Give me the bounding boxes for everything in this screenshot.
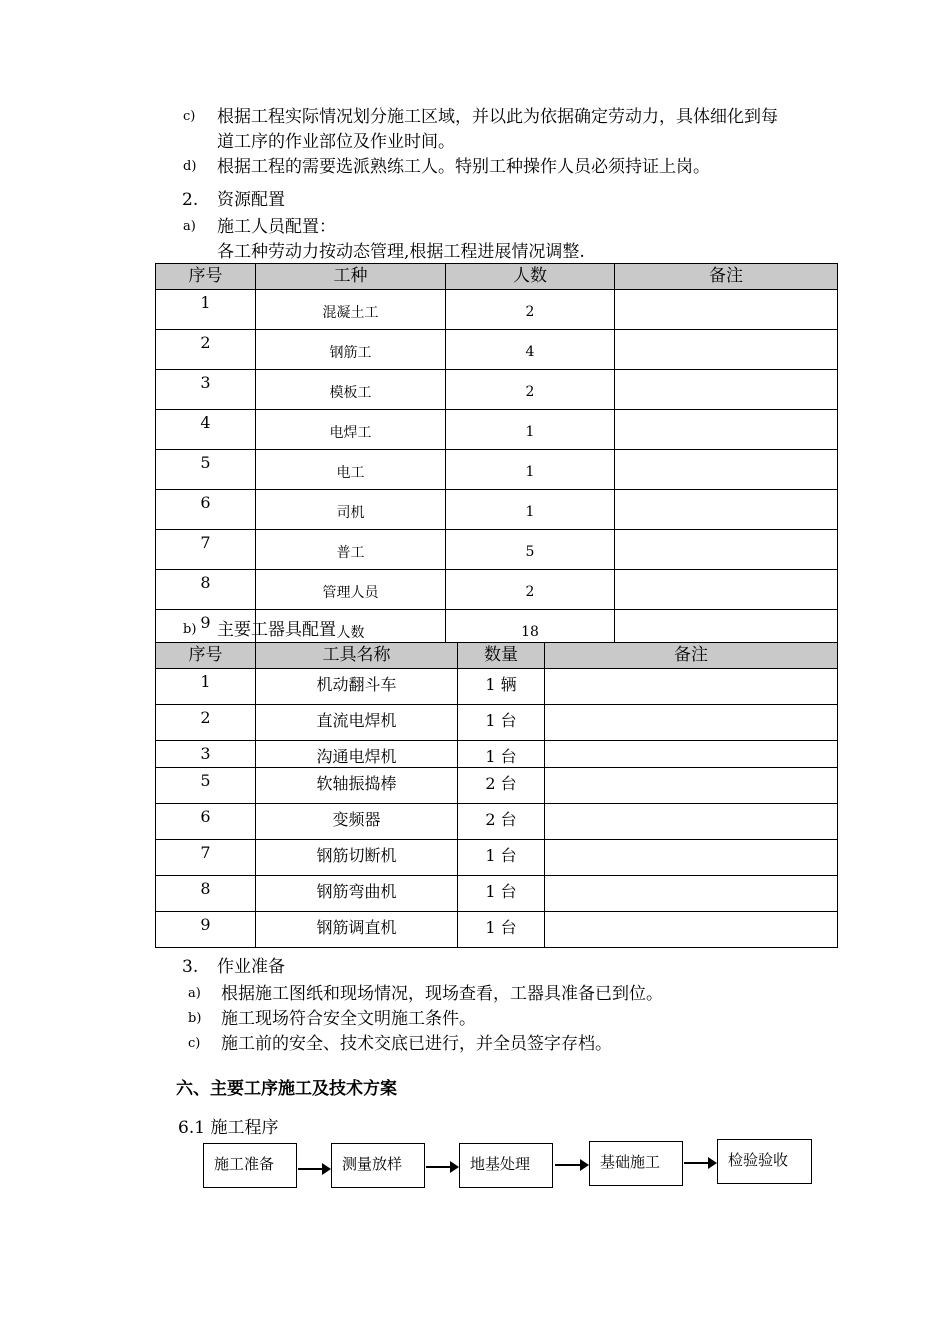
row-number: 8 <box>156 876 256 912</box>
table-row <box>156 741 838 768</box>
paragraph-line: 施工前的安全、技术交底已进行，并全员签字存档。 <box>221 1034 612 1054</box>
tool-quantity: 2 台 <box>458 804 545 840</box>
flow-step-survey: 测量放样 <box>331 1143 425 1188</box>
table-row <box>156 370 838 410</box>
row-number: 8 <box>156 570 256 610</box>
list-marker: a) <box>188 986 201 1001</box>
table-row <box>156 876 838 912</box>
flow-step-foundation-treatment: 地基处理 <box>459 1143 553 1188</box>
labor-type: 混凝土工 <box>256 290 446 330</box>
list-marker: c) <box>188 1036 201 1051</box>
tool-name: 软轴振捣棒 <box>256 768 458 804</box>
labor-type: 电工 <box>256 450 446 490</box>
arrow-right-icon <box>555 1164 587 1166</box>
table-header-row <box>156 264 838 290</box>
tool-note <box>545 705 838 741</box>
column-header: 人数 <box>446 264 615 290</box>
labor-count: 2 <box>446 370 615 410</box>
labor-note <box>615 570 838 610</box>
column-header: 工种 <box>256 264 446 290</box>
labor-note <box>615 330 838 370</box>
paragraph-line: 根据工程实际情况划分施工区域，并以此为依据确定劳动力，具体细化到每 <box>217 107 778 127</box>
tool-note <box>545 840 838 876</box>
tool-quantity: 1 台 <box>458 741 545 768</box>
row-number: 2 <box>156 330 256 370</box>
labor-note <box>615 370 838 410</box>
section-title: 作业准备 <box>217 957 285 977</box>
labor-note <box>615 490 838 530</box>
row-number: 3 <box>156 741 256 768</box>
labor-note <box>615 290 838 330</box>
tools-table <box>155 642 838 948</box>
subsection-title: 施工人员配置： <box>217 217 336 237</box>
row-number: 7 <box>156 840 256 876</box>
arrow-right-icon <box>684 1162 715 1164</box>
table-row <box>156 768 838 804</box>
list-marker: d) <box>183 159 197 174</box>
labor-note <box>615 450 838 490</box>
labor-type: 司机 <box>256 490 446 530</box>
tool-quantity: 2 台 <box>458 768 545 804</box>
labor-type: 普工 <box>256 530 446 570</box>
row-number: 2 <box>156 705 256 741</box>
table-header-row <box>156 643 838 669</box>
labor-note <box>615 530 838 570</box>
table-row <box>156 840 838 876</box>
arrow-right-icon <box>298 1168 329 1170</box>
labor-count: 18 <box>446 610 615 650</box>
row-number: 5 <box>156 450 256 490</box>
row-number: 7 <box>156 530 256 570</box>
labor-type: 模板工 <box>256 370 446 410</box>
flow-step-inspection: 检验验收 <box>717 1139 812 1184</box>
tool-name: 钢筋弯曲机 <box>256 876 458 912</box>
labor-type: 电焊工 <box>256 410 446 450</box>
row-number: 9 <box>156 912 256 948</box>
tool-quantity: 1 辆 <box>458 669 545 705</box>
row-number: 9 <box>156 610 256 650</box>
paragraph-line: 根据施工图纸和现场情况，现场查看，工器具准备已到位。 <box>221 984 663 1004</box>
tool-quantity: 1 台 <box>458 840 545 876</box>
flow-step-prepare: 施工准备 <box>203 1143 297 1188</box>
labor-count: 4 <box>446 330 615 370</box>
column-header: 数量 <box>458 643 545 669</box>
subsection-title: 6.1 施工程序 <box>178 1118 279 1138</box>
table-row <box>156 490 838 530</box>
labor-note <box>615 410 838 450</box>
table-row <box>156 330 838 370</box>
row-number: 6 <box>156 804 256 840</box>
tool-name: 钢筋调直机 <box>256 912 458 948</box>
row-number: 1 <box>156 669 256 705</box>
labor-type: 人数 <box>256 610 446 650</box>
section-title: 资源配置 <box>217 190 285 210</box>
row-number: 6 <box>156 490 256 530</box>
paragraph-line: 施工现场符合安全文明施工条件。 <box>221 1009 476 1029</box>
list-marker: b) <box>188 1011 202 1026</box>
arrow-right-icon <box>426 1166 457 1168</box>
table-row <box>156 290 838 330</box>
row-number: 3 <box>156 370 256 410</box>
labor-type: 钢筋工 <box>256 330 446 370</box>
labor-count: 1 <box>446 410 615 450</box>
paragraph-line: 道工序的作业部位及作业时间。 <box>217 132 455 152</box>
labor-type: 管理人员 <box>256 570 446 610</box>
tool-name: 直流电焊机 <box>256 705 458 741</box>
tool-name: 机动翻斗车 <box>256 669 458 705</box>
tool-quantity: 1 台 <box>458 705 545 741</box>
chapter-heading: 六、主要工序施工及技术方案 <box>176 1079 397 1099</box>
tool-note <box>545 768 838 804</box>
row-number: 5 <box>156 768 256 804</box>
paragraph-line: 根据工程的需要选派熟练工人。特别工种操作人员必须持证上岗。 <box>217 157 710 177</box>
table-row <box>156 450 838 490</box>
labor-count: 2 <box>446 570 615 610</box>
list-marker: c) <box>183 109 196 124</box>
labor-count: 1 <box>446 450 615 490</box>
tool-quantity: 1 台 <box>458 876 545 912</box>
tool-note <box>545 804 838 840</box>
tool-quantity: 1 台 <box>458 912 545 948</box>
column-header: 备注 <box>545 643 838 669</box>
tool-note <box>545 876 838 912</box>
labor-count: 2 <box>446 290 615 330</box>
column-header: 序号 <box>156 643 256 669</box>
table-row <box>156 410 838 450</box>
table-row <box>156 669 838 705</box>
row-number: 4 <box>156 410 256 450</box>
tool-name: 沟通电焊机 <box>256 741 458 768</box>
list-marker: b) <box>183 622 197 637</box>
section-number: 3. <box>182 957 199 977</box>
labor-count: 1 <box>446 490 615 530</box>
tool-name: 变频器 <box>256 804 458 840</box>
list-marker: a) <box>183 219 196 234</box>
column-header: 备注 <box>615 264 838 290</box>
table-row <box>156 912 838 948</box>
table-row <box>156 570 838 610</box>
labor-count: 5 <box>446 530 615 570</box>
table-row <box>156 804 838 840</box>
section-number: 2. <box>182 190 199 210</box>
flow-step-foundation-construction: 基础施工 <box>589 1141 683 1186</box>
row-number: 1 <box>156 290 256 330</box>
tool-note <box>545 669 838 705</box>
subsection-title: 主要工器具配置 <box>217 620 336 640</box>
table-row <box>156 705 838 741</box>
tool-name: 钢筋切断机 <box>256 840 458 876</box>
table-row <box>156 530 838 570</box>
column-header: 序号 <box>156 264 256 290</box>
tool-note <box>545 912 838 948</box>
column-header: 工具名称 <box>256 643 458 669</box>
tool-note <box>545 741 838 768</box>
labor-table <box>155 263 838 650</box>
paragraph-line: 各工种劳动力按动态管理,根据工程进展情况调整. <box>217 242 585 262</box>
